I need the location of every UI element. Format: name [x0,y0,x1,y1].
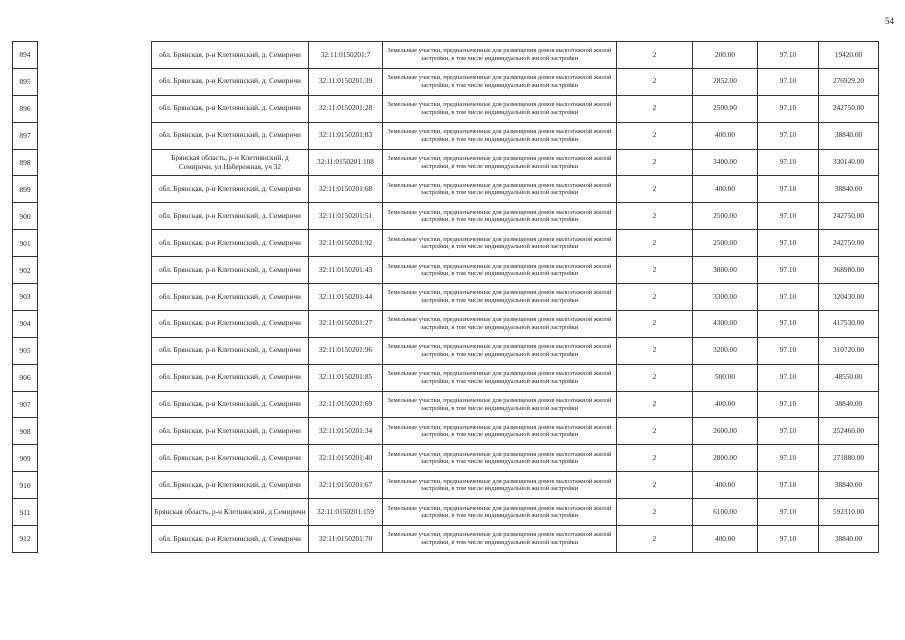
cadastral-number: 32:11:0150201:39 [309,68,383,95]
table-row [152,230,879,257]
row-number-row [13,230,38,257]
row-number: 908 [13,418,38,445]
parcel-area: 400.00 [693,122,758,149]
parcel-category: 2 [617,203,693,230]
parcel-address: обл. Брянская, р-н Клетнянский, д. Семиричи [152,95,309,122]
parcel-area: 400.00 [693,472,758,499]
cadastral-rate: 97.10 [758,149,819,176]
parcel-area: 6100.00 [693,499,758,526]
parcel-area: 2600.00 [693,418,758,445]
land-purpose: Земельные участки, предназначенные для размещения домов малоэтажной жилой застройки, в том числе индивидуальной жилой застройки [383,68,617,95]
parcel-address: обл. Брянская, р-н Клетнянский, д. Семиричи [152,176,309,203]
table-row [152,526,879,553]
cadastral-number: 32:11:0150201:108 [309,149,383,176]
row-number: 905 [13,337,38,364]
row-number-row [13,391,38,418]
cadastral-number: 32:11:0150201:28 [309,95,383,122]
cadastral-rate: 97.10 [758,337,819,364]
row-number-row [13,472,38,499]
row-number-row [13,337,38,364]
table-row [152,176,879,203]
cadastral-rate: 97.10 [758,445,819,472]
table-row [152,42,879,69]
row-number: 907 [13,391,38,418]
cadastral-number: 32:11:0150201:34 [309,418,383,445]
table-row [152,472,879,499]
table-row [152,68,879,95]
cadastral-value: 592310.00 [819,499,879,526]
cadastral-rate: 97.10 [758,42,819,69]
cadastral-value: 48550.00 [819,364,879,391]
row-number: 912 [13,526,38,553]
parcel-category: 2 [617,230,693,257]
parcel-category: 2 [617,68,693,95]
cadastral-rate: 97.10 [758,472,819,499]
parcel-category: 2 [617,472,693,499]
parcel-category: 2 [617,364,693,391]
parcel-address: обл. Брянская, р-н Клетнянский, д. Семиричи [152,310,309,337]
row-number: 895 [13,68,38,95]
parcel-category: 2 [617,310,693,337]
parcel-category: 2 [617,499,693,526]
cadastral-number: 32:11:0150201:51 [309,203,383,230]
cadastral-value: 417530.00 [819,310,879,337]
row-number: 904 [13,310,38,337]
cadastral-number: 32:11:0150201:40 [309,445,383,472]
row-number-row [13,149,38,176]
row-number-row [13,418,38,445]
cadastral-rate: 97.10 [758,499,819,526]
cadastral-rate: 97.10 [758,418,819,445]
table-row [152,122,879,149]
parcel-area: 3800.00 [693,257,758,284]
parcel-area: 2500.00 [693,203,758,230]
cadastral-number: 32:11:0150201:85 [309,364,383,391]
parcel-address: обл. Брянская, р-н Клетнянский, д. Семиричи [152,122,309,149]
parcel-area: 2500.00 [693,95,758,122]
land-purpose: Земельные участки, предназначенные для размещения домов малоэтажной жилой застройки, в том числе индивидуальной жилой застройки [383,257,617,284]
cadastral-value: 330140.00 [819,149,879,176]
land-purpose: Земельные участки, предназначенные для размещения домов малоэтажной жилой застройки, в том числе индивидуальной жилой застройки [383,310,617,337]
parcel-area: 200.00 [693,42,758,69]
row-number-row [13,257,38,284]
parcel-address: Брянская область, р-н Клетнянский, д Семиричи, ул Набережная, уч 32 [152,149,309,176]
cadastral-number: 32:11:0150201:7 [309,42,383,69]
land-purpose: Земельные участки, предназначенные для размещения домов малоэтажной жилой застройки, в том числе индивидуальной жилой застройки [383,418,617,445]
row-number-row [13,203,38,230]
table-row [152,203,879,230]
land-purpose: Земельные участки, предназначенные для размещения домов малоэтажной жилой застройки, в том числе индивидуальной жилой застройки [383,230,617,257]
parcel-address: обл. Брянская, р-н Клетнянский, д. Семиричи [152,337,309,364]
cadastral-number: 32:11:0150201:70 [309,526,383,553]
row-number-row [13,284,38,311]
parcel-category: 2 [617,176,693,203]
parcel-area: 3300.00 [693,284,758,311]
land-parcels-table [151,41,879,553]
land-purpose: Земельные участки, предназначенные для размещения домов малоэтажной жилой застройки, в том числе индивидуальной жилой застройки [383,284,617,311]
parcel-category: 2 [617,391,693,418]
row-number: 911 [13,499,38,526]
parcel-address: обл. Брянская, р-н Клетнянский, д. Семиричи [152,526,309,553]
cadastral-number: 32:11:0150201:96 [309,337,383,364]
parcel-category: 2 [617,122,693,149]
parcel-category: 2 [617,257,693,284]
table-row [152,149,879,176]
cadastral-rate: 97.10 [758,203,819,230]
table-row [152,364,879,391]
land-purpose: Земельные участки, предназначенные для размещения домов малоэтажной жилой застройки, в том числе индивидуальной жилой застройки [383,337,617,364]
cadastral-number: 32:11:0150201:69 [309,391,383,418]
parcel-area: 4300.00 [693,310,758,337]
parcel-area: 3200.00 [693,337,758,364]
cadastral-value: 271880.00 [819,445,879,472]
cadastral-rate: 97.10 [758,230,819,257]
parcel-category: 2 [617,526,693,553]
cadastral-value: 242750.00 [819,95,879,122]
parcel-area: 400.00 [693,391,758,418]
parcel-area: 400.00 [693,526,758,553]
row-number: 901 [13,230,38,257]
row-number: 910 [13,472,38,499]
cadastral-number: 32:11:0150201:92 [309,230,383,257]
cadastral-value: 38840.00 [819,122,879,149]
row-number-row [13,42,38,69]
parcel-category: 2 [617,42,693,69]
parcel-area: 400.00 [693,176,758,203]
parcel-category: 2 [617,418,693,445]
row-number: 903 [13,284,38,311]
row-number: 902 [13,257,38,284]
row-number-row [13,499,38,526]
cadastral-value: 38840.00 [819,176,879,203]
parcel-category: 2 [617,149,693,176]
table-row [152,310,879,337]
row-number-row [13,364,38,391]
cadastral-value: 320430.00 [819,284,879,311]
cadastral-value: 38840.00 [819,472,879,499]
parcel-address: обл. Брянская, р-н Клетнянский, д. Семиричи [152,203,309,230]
land-purpose: Земельные участки, предназначенные для размещения домов малоэтажной жилой застройки, в том числе индивидуальной жилой застройки [383,472,617,499]
parcel-address: обл. Брянская, р-н Клетнянский, д. Семиричи [152,68,309,95]
row-number: 909 [13,445,38,472]
cadastral-value: 310720.00 [819,337,879,364]
parcel-address: обл. Брянская, р-н Клетнянский, д. Семиричи [152,391,309,418]
row-number-row [13,176,38,203]
parcel-address: обл. Брянская, р-н Клетнянский, д. Семиричи [152,364,309,391]
cadastral-rate: 97.10 [758,526,819,553]
cadastral-value: 38840.00 [819,391,879,418]
land-purpose: Земельные участки, предназначенные для размещения домов малоэтажной жилой застройки, в том числе индивидуальной жилой застройки [383,176,617,203]
row-number: 899 [13,176,38,203]
parcel-address: обл. Брянская, р-н Клетнянский, д. Семиричи [152,445,309,472]
cadastral-number: 32:11:0150201:44 [309,284,383,311]
parcel-area: 2500.00 [693,230,758,257]
row-number: 906 [13,364,38,391]
row-number: 898 [13,149,38,176]
page-number: 54 [885,16,894,26]
land-purpose: Земельные участки, предназначенные для размещения домов малоэтажной жилой застройки, в том числе индивидуальной жилой застройки [383,95,617,122]
row-number-row [13,445,38,472]
row-number: 896 [13,95,38,122]
parcel-address: обл. Брянская, р-н Клетнянский, д. Семиричи [152,42,309,69]
table-row [152,257,879,284]
parcel-address: обл. Брянская, р-н Клетнянский, д. Семиричи [152,418,309,445]
parcel-category: 2 [617,445,693,472]
cadastral-rate: 97.10 [758,391,819,418]
cadastral-rate: 97.10 [758,95,819,122]
cadastral-value: 242750.00 [819,203,879,230]
parcel-area: 500.00 [693,364,758,391]
land-purpose: Земельные участки, предназначенные для размещения домов малоэтажной жилой застройки, в том числе индивидуальной жилой застройки [383,499,617,526]
table-row [152,418,879,445]
row-number-row [13,95,38,122]
land-purpose: Земельные участки, предназначенные для размещения домов малоэтажной жилой застройки, в том числе индивидуальной жилой застройки [383,149,617,176]
parcel-category: 2 [617,337,693,364]
table-row [152,391,879,418]
row-number-row [13,526,38,553]
cadastral-value: 276929.20 [819,68,879,95]
row-number-row [13,122,38,149]
land-purpose: Земельные участки, предназначенные для размещения домов малоэтажной жилой застройки, в том числе индивидуальной жилой застройки [383,122,617,149]
land-purpose: Земельные участки, предназначенные для размещения домов малоэтажной жилой застройки, в том числе индивидуальной жилой застройки [383,526,617,553]
row-number-row [13,310,38,337]
table-row [152,499,879,526]
parcel-area: 3400.00 [693,149,758,176]
row-number: 894 [13,42,38,69]
cadastral-number: 32:11:0150201:159 [309,499,383,526]
land-purpose: Земельные участки, предназначенные для размещения домов малоэтажной жилой застройки, в том числе индивидуальной жилой застройки [383,203,617,230]
cadastral-value: 252460.00 [819,418,879,445]
parcel-address: обл. Брянская, р-н Клетнянский, д. Семиричи [152,230,309,257]
table-row [152,445,879,472]
parcel-category: 2 [617,284,693,311]
cadastral-value: 242750.00 [819,230,879,257]
cadastral-rate: 97.10 [758,257,819,284]
cadastral-number: 32:11:0150201:67 [309,472,383,499]
cadastral-value: 19420.00 [819,42,879,69]
cadastral-rate: 97.10 [758,122,819,149]
row-number-row [13,68,38,95]
cadastral-rate: 97.10 [758,68,819,95]
parcel-address: обл. Брянская, р-н Клетнянский, д. Семиричи [152,257,309,284]
cadastral-number: 32:11:0150201:83 [309,122,383,149]
parcel-address: обл. Брянская, р-н Клетнянский, д. Семиричи [152,284,309,311]
table-row [152,337,879,364]
cadastral-rate: 97.10 [758,310,819,337]
row-number-column [12,41,38,553]
row-number: 897 [13,122,38,149]
cadastral-rate: 97.10 [758,176,819,203]
cadastral-value: 368980.00 [819,257,879,284]
parcel-area: 2852.00 [693,68,758,95]
land-purpose: Земельные участки, предназначенные для размещения домов малоэтажной жилой застройки, в том числе индивидуальной жилой застройки [383,42,617,69]
cadastral-number: 32:11:0150201:68 [309,176,383,203]
parcel-category: 2 [617,95,693,122]
parcel-address: обл. Брянская, р-н Клетнянский, д. Семиричи [152,472,309,499]
parcel-area: 2800.00 [693,445,758,472]
table-row [152,284,879,311]
land-purpose: Земельные участки, предназначенные для размещения домов малоэтажной жилой застройки, в том числе индивидуальной жилой застройки [383,391,617,418]
cadastral-rate: 97.10 [758,284,819,311]
land-purpose: Земельные участки, предназначенные для размещения домов малоэтажной жилой застройки, в том числе индивидуальной жилой застройки [383,364,617,391]
parcel-address: Брянская область, р-н Клетнянский, д Семиричи [152,499,309,526]
table-row [152,95,879,122]
cadastral-number: 32:11:0150201:43 [309,257,383,284]
cadastral-number: 32:11:0150201:27 [309,310,383,337]
cadastral-value: 38840.00 [819,526,879,553]
row-number: 900 [13,203,38,230]
cadastral-rate: 97.10 [758,364,819,391]
land-purpose: Земельные участки, предназначенные для размещения домов малоэтажной жилой застройки, в том числе индивидуальной жилой застройки [383,445,617,472]
